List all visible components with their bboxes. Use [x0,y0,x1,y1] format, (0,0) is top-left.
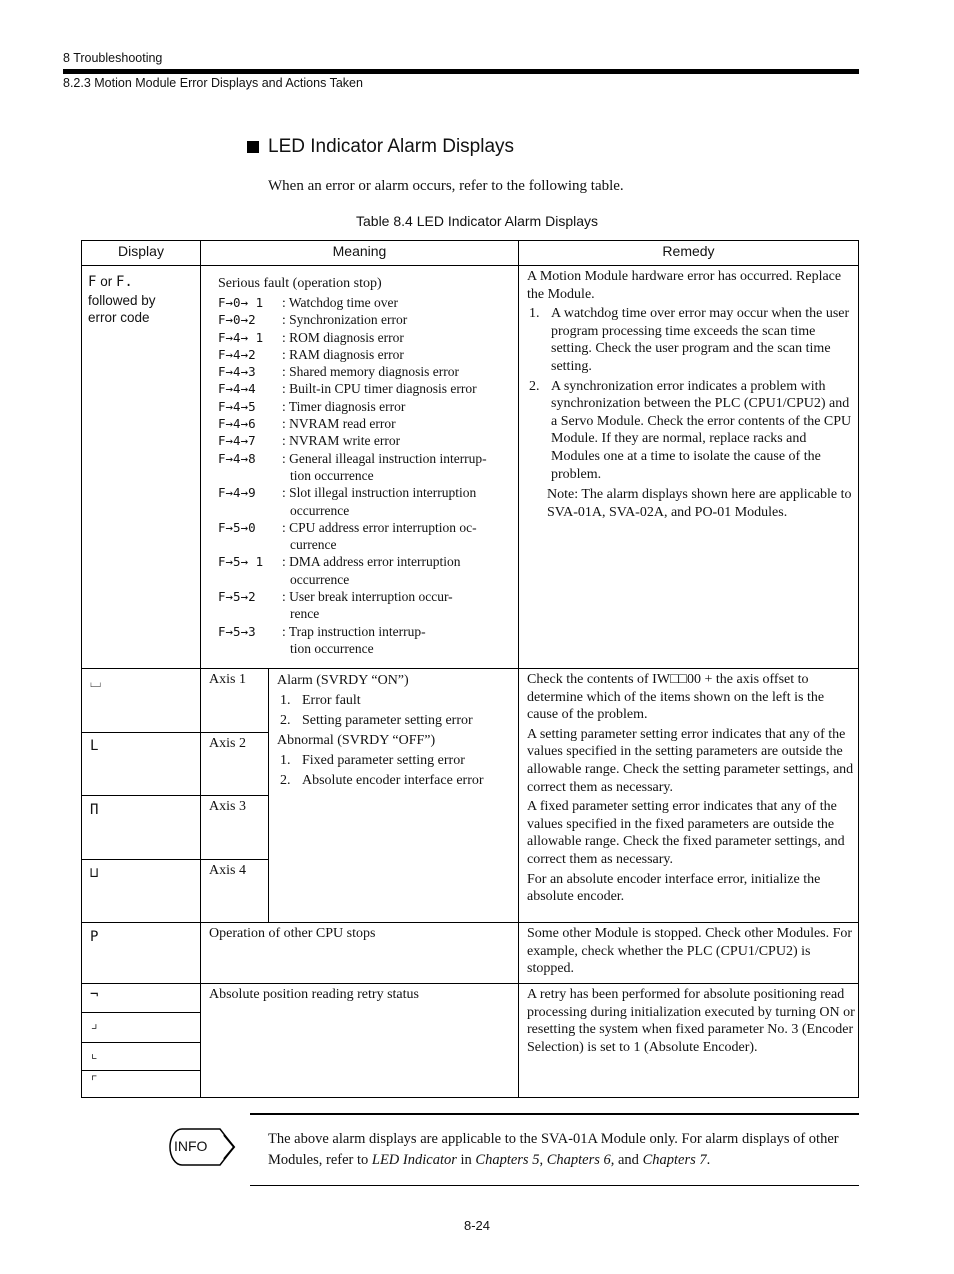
ref-chapter7: Chapters 7 [642,1152,707,1168]
row3-remedy: Some other Module is stopped. Check other Modules. For example, check whether the PLC (CPU1/CPU2) is stopped. [527,926,853,977]
alarm-list [277,691,515,731]
alarm-item: 2. Setting parameter setting error [280,713,473,728]
axis3-symbol: Π [90,802,99,818]
error-code: F→4→3 [218,364,256,380]
axis1-label: Axis 1 [209,672,246,687]
error-code: F→4→5 [218,398,256,414]
remedy-list [527,305,855,483]
remedy-note: Note: The alarm displays shown here are applicable to SVA-01A, SVA-02A, and PO-01 Modules. [547,487,852,520]
row4-symbol-2: ⌟ [90,1016,99,1032]
error-description: : Built-in CPU timer diagnosis error [282,381,477,397]
display-or: or [96,274,116,289]
info-icon-label: INFO [174,1138,208,1154]
error-code-row [218,588,514,605]
error-code: F→4→9 [218,485,256,501]
row2-remedy-p4: For an absolute encoder interface error, initialize the absolute encoder. [527,871,821,905]
ref-led-indicator: LED Indicator [371,1152,457,1168]
error-description: : RAM diagnosis error [282,346,404,362]
error-code-row [218,398,514,415]
error-description: : General illeagal instruction interrup- [282,450,487,466]
info-text: The above alarm displays are applicable to the SVA-01A Module only. For alarm displays of other Modules, refer to LED Indicator in Chapters 5, Chapters 6, and Chapters 7. [268,1131,839,1168]
header-meaning: Meaning [332,243,387,259]
row1-meaning [218,274,514,657]
error-code-row [218,346,514,363]
alarm-title: Alarm (SVRDY “ON”) [277,673,409,688]
error-code-list [218,294,514,657]
error-code-row [218,519,514,536]
error-code: F→4→6 [218,416,256,432]
row2-remedy-p1: Check the contents of IW□□00 + the axis offset to determine which of the items shown on the left is the cause of the problem. [527,672,825,723]
error-code-row [218,432,514,449]
section-header: 8.2.3 Motion Module Error Displays and Actions Taken [63,76,363,90]
axis4-label: Axis 4 [209,863,246,878]
page-number: 8-24 [463,1218,491,1233]
error-code-row [218,329,514,346]
error-code: F→4→ 1 [218,329,264,345]
error-code-row [218,311,514,328]
error-code-row [218,553,514,570]
section-title-text: LED Indicator Alarm Displays [268,136,515,157]
seg-f-symbol: F [88,274,97,290]
abnormal-item: 1. Fixed parameter setting error [280,753,465,768]
error-code: F→4→2 [218,346,256,362]
header-display: Display [118,243,164,259]
ref-chapter6: Chapters 6 [546,1152,611,1168]
meaning-title: Serious fault (operation stop) [218,276,382,291]
error-code-row [218,415,514,432]
section-title [247,136,514,158]
error-code-row [218,294,514,311]
error-code-row [218,623,514,640]
info-icon [168,1127,236,1167]
error-description: : User break interruption occur- [282,589,453,605]
remedy-item: 2. A synchronization error indicates a problem with synchronization between the PLC (CPU1/CPU2) and a Servo Module. Check the error contents of the CPU Module. If they are normal, replace racks and Modules one at a time to isolate the cause of the problem. [529,378,852,482]
axis2-label: Axis 2 [209,736,246,751]
error-code: F→5→3 [218,623,256,639]
error-description-cont: currence [290,537,337,553]
remedy-item: 1. A watchdog time over error may occur when the user program processing time exceeds the scan time setting. Check the user program and the scan time setting. [529,306,850,374]
error-code-row [218,484,514,501]
row2-meaning [277,671,515,791]
row4-symbol-3: ⌞ [90,1046,99,1062]
error-code-row [218,450,514,467]
axis4-symbol: ⊔ [90,865,99,881]
error-code: F→0→ 1 [218,295,264,310]
ref-chapter5: Chapters 5 [475,1152,540,1168]
error-description: : NVRAM write error [282,433,401,449]
error-description: : Synchronization error [282,312,408,328]
error-code: F→4→7 [218,433,256,449]
error-code: F→5→0 [218,519,256,535]
abnormal-item: 2. Absolute encoder interface error [280,773,484,788]
row1-display [88,273,196,327]
chapter-header: 8 Troubleshooting [63,51,163,65]
axis3-label: Axis 3 [209,799,246,814]
error-description-cont: occurrence [290,502,350,518]
error-code: F→4→4 [218,381,256,397]
error-code: F→5→ 1 [218,554,264,570]
error-description: : CPU address error interruption oc- [282,519,477,535]
row2-remedy-p3: A fixed parameter setting error indicates that any of the values specified in the fixed parameters are outside the allowable range. Check the fixed parameter settings, and correct them as necessary. [527,799,845,867]
info-top-rule [250,1113,859,1115]
row2-remedy-p2: A setting parameter setting error indicates that any of the values specified in the setting parameters are outside the allowable range. Check the setting parameter settings, and correct them as necessary. [527,726,854,795]
error-description: : DMA address error interruption [282,554,461,570]
axis2-symbol: L [90,738,99,754]
row2-remedy [527,671,855,906]
alarm-table [81,240,859,1098]
error-description: : Trap instruction interrup- [282,623,426,639]
square-bullet-icon [247,141,259,153]
row4-remedy: A retry has been performed for absolute positioning read processing during initialization executed by turning ON or resetting the system when fixed parameter No. 3 (Encoder Selection) is set to 1 (Absolute Encoder). [527,987,855,1055]
row4-meaning: Absolute position reading retry status [209,987,419,1002]
error-description: : ROM diagnosis error [282,329,404,345]
error-description-cont: tion occurrence [290,467,374,483]
alarm-item: 1. Error fault [280,693,361,708]
error-description-cont: tion occurrence [290,640,374,656]
intro-text: When an error or alarm occurs, refer to the following table. [268,178,624,194]
row4-symbol-4: ⌜ [90,1073,99,1089]
axis1-symbol: ⌴ [90,675,102,691]
info-bottom-rule [250,1185,859,1186]
remedy-intro: A Motion Module hardware error has occurred. Replace the Module. [527,269,842,302]
row4-symbol-1: ¬ [90,987,99,1003]
header-remedy: Remedy [662,243,715,259]
header-rule [63,69,859,74]
row3-symbol: P [90,929,99,945]
error-description: : Timer diagnosis error [282,398,406,414]
error-description: : Shared memory diagnosis error [282,364,459,380]
error-description-cont: occurrence [290,571,350,587]
error-code: F→5→2 [218,589,256,605]
display-followed: followed by [88,292,156,308]
error-code: F→4→8 [218,450,256,466]
table-caption: Table 8.4 LED Indicator Alarm Displays [356,213,598,229]
error-code-row [218,363,514,380]
abnormal-title: Abnormal (SVRDY “OFF”) [277,733,436,748]
error-description-cont: rence [290,606,320,622]
error-description: : Slot illegal instruction interruption [282,485,477,501]
error-code-row [218,380,514,397]
error-description: : Watchdog time over [282,295,399,310]
seg-f-dot-symbol: F. [115,274,133,290]
error-description: : NVRAM read error [282,416,396,432]
row3-meaning: Operation of other CPU stops [209,926,376,941]
abnormal-list [277,751,515,791]
row1-remedy [527,268,855,521]
display-error-code: error code [88,310,150,326]
error-code: F→0→2 [218,312,256,328]
